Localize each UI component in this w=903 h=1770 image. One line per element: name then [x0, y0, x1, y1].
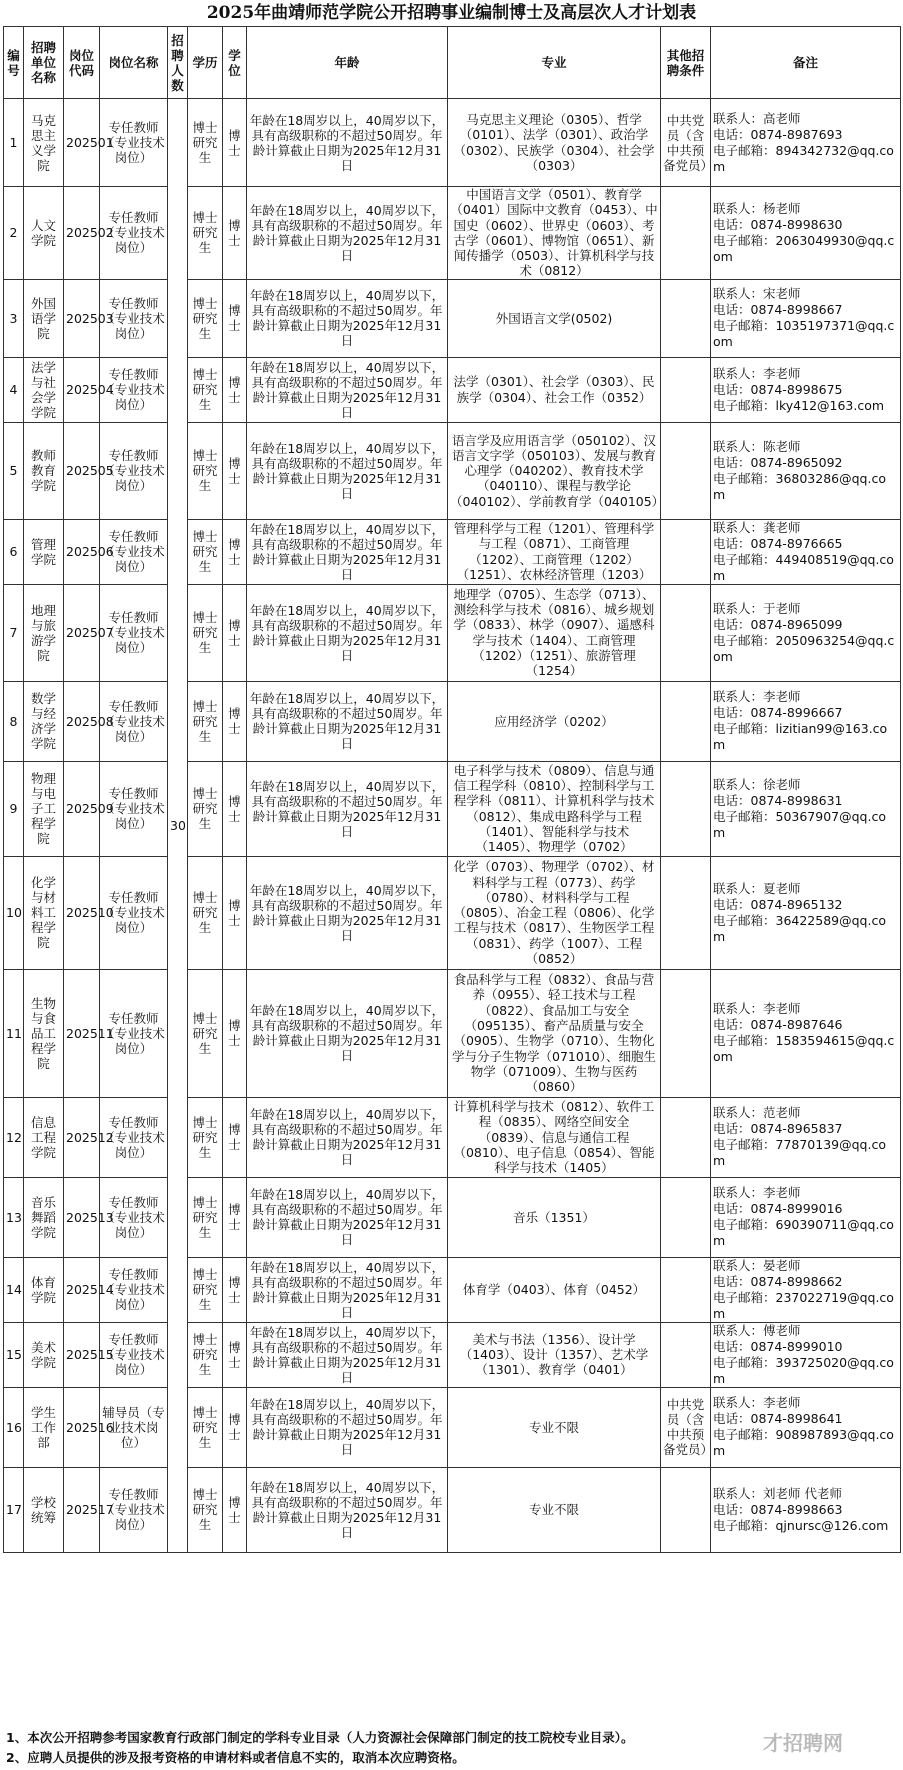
row-age: 年龄在18周岁以上，40周岁以下，具有高级职称的不超过50周岁。年龄计算截止日期为2025年12月31日 [247, 422, 448, 519]
row-code: 202508 [64, 681, 100, 761]
row-major: 地理学（0705）、生态学（0713）、测绘科学与技术（0816）、城乡规划学（0833）、林学（0907）、遥感科学与技术（1404）、工商管理（1202）（1251）、旅游管理（1254） [448, 584, 661, 681]
row-other [661, 279, 711, 357]
row-other [661, 1467, 711, 1552]
row-note: 联系人：晏老师 电话：0874-8998662 电子邮箱：237022719@qq.com [711, 1257, 901, 1322]
row-age: 年龄在18周岁以上，40周岁以下，具有高级职称的不超过50周岁。年龄计算截止日期为2025年12月31日 [247, 279, 448, 357]
row-unit: 地理与旅游学院 [24, 584, 64, 681]
row-other [661, 584, 711, 681]
row-degree: 博士 [223, 1257, 247, 1322]
row-major: 法学（0301）、社会学（0303）、民族学（0304）、社会工作（0352） [448, 357, 661, 422]
table-row [4, 187, 901, 280]
row-degree: 博士 [223, 1322, 247, 1387]
row-note: 联系人：夏老师 电话：0874-8965132 电子邮箱：36422589@qq.com [711, 856, 901, 969]
row-major: 专业不限 [448, 1467, 661, 1552]
table-row [4, 99, 901, 187]
row-other [661, 761, 711, 856]
header-post: 岗位名称 [100, 27, 168, 99]
table-row [4, 761, 901, 856]
row-edu: 博士研究生 [188, 357, 223, 422]
row-no: 3 [4, 279, 24, 357]
row-no: 2 [4, 187, 24, 280]
row-note: 联系人：龚老师 电话：0874-8976665 电子邮箱：449408519@qq.com [711, 519, 901, 584]
row-code: 202510 [64, 856, 100, 969]
table-row [4, 1387, 901, 1467]
row-edu: 博士研究生 [188, 761, 223, 856]
row-edu: 博士研究生 [188, 1097, 223, 1177]
table-header-row [4, 27, 901, 99]
table-body [4, 99, 901, 1553]
table-row [4, 1467, 901, 1552]
row-code: 202509 [64, 761, 100, 856]
row-note: 联系人：李老师 电话：0874-8996667 电子邮箱：lizitian99@163.com [711, 681, 901, 761]
row-no: 12 [4, 1097, 24, 1177]
row-note: 联系人：刘老师 代老师 电话：0874-8998663 电子邮箱：qjnursc@126.com [711, 1467, 901, 1552]
row-other [661, 422, 711, 519]
row-code: 202507 [64, 584, 100, 681]
row-unit: 生物与食品工程学院 [24, 969, 64, 1097]
table-row [4, 1322, 901, 1387]
row-code: 202504 [64, 357, 100, 422]
header-no: 编号 [4, 27, 24, 99]
row-no: 8 [4, 681, 24, 761]
row-code: 202512 [64, 1097, 100, 1177]
row-degree: 博士 [223, 422, 247, 519]
row-no: 13 [4, 1177, 24, 1257]
row-post: 专任教师（专业技术岗位） [100, 422, 168, 519]
header-degree: 学位 [223, 27, 247, 99]
row-post: 专任教师（专业技术岗位） [100, 187, 168, 280]
row-unit: 马克思主义学院 [24, 99, 64, 187]
total-count-cell: 30 [168, 99, 188, 1553]
row-major: 应用经济学（0202） [448, 681, 661, 761]
row-edu: 博士研究生 [188, 187, 223, 280]
header-note: 备注 [711, 27, 901, 99]
row-no: 4 [4, 357, 24, 422]
row-age: 年龄在18周岁以上，40周岁以下，具有高级职称的不超过50周岁。年龄计算截止日期为2025年12月31日 [247, 1387, 448, 1467]
row-unit: 美术学院 [24, 1322, 64, 1387]
row-other [661, 1097, 711, 1177]
row-major: 专业不限 [448, 1387, 661, 1467]
recruitment-table [3, 26, 901, 1553]
row-other [661, 1322, 711, 1387]
row-unit: 物理与电子工程学院 [24, 761, 64, 856]
row-post: 专任教师（专业技术岗位） [100, 584, 168, 681]
row-code: 202517 [64, 1467, 100, 1552]
row-degree: 博士 [223, 1387, 247, 1467]
table-row [4, 1257, 901, 1322]
row-unit: 数学与经济学学院 [24, 681, 64, 761]
row-age: 年龄在18周岁以上，40周岁以下，具有高级职称的不超过50周岁。年龄计算截止日期为2025年12月31日 [247, 187, 448, 280]
row-no: 9 [4, 761, 24, 856]
row-other [661, 187, 711, 280]
row-note: 联系人：徐老师 电话：0874-8998631 电子邮箱：50367907@qq.com [711, 761, 901, 856]
row-major: 食品科学与工程（0832）、食品与营养（0955）、轻工技术与工程（0822）、食品加工与安全（095135）、畜产品质量与安全（0905）、生物学（0710）、生物化学与分子生物学（071010）、细胞生物学（071009）、生物与医药（0860） [448, 969, 661, 1097]
row-post: 专任教师（专业技术岗位） [100, 1177, 168, 1257]
table-row [4, 1097, 901, 1177]
table-row [4, 584, 901, 681]
row-post: 专任教师（专业技术岗位） [100, 969, 168, 1097]
row-code: 202514 [64, 1257, 100, 1322]
row-post: 专任教师（专业技术岗位） [100, 1322, 168, 1387]
row-other [661, 969, 711, 1097]
row-code: 202505 [64, 422, 100, 519]
row-no: 16 [4, 1387, 24, 1467]
row-note: 联系人：傅老师 电话：0874-8999010 电子邮箱：393725020@qq.com [711, 1322, 901, 1387]
row-major: 体育学（0403）、体育（0452） [448, 1257, 661, 1322]
header-edu: 学历 [188, 27, 223, 99]
row-major: 中国语言文学（0501）、教育学（0401）国际中文教育（0453）、中国史（0602）、世界史（0603）、考古学（0601）、博物馆（0651）、新闻传播学（0503）、计算机科学与技术（0812） [448, 187, 661, 280]
row-post: 专任教师（专业技术岗位） [100, 519, 168, 584]
row-age: 年龄在18周岁以上，40周岁以下，具有高级职称的不超过50周岁。年龄计算截止日期为2025年12月31日 [247, 761, 448, 856]
row-code: 202511 [64, 969, 100, 1097]
row-edu: 博士研究生 [188, 519, 223, 584]
header-age: 年龄 [247, 27, 448, 99]
row-degree: 博士 [223, 279, 247, 357]
row-post: 专任教师（专业技术岗位） [100, 357, 168, 422]
row-age: 年龄在18周岁以上，40周岁以下，具有高级职称的不超过50周岁。年龄计算截止日期为2025年12月31日 [247, 99, 448, 187]
row-no: 1 [4, 99, 24, 187]
row-post: 专任教师（专业技术岗位） [100, 681, 168, 761]
row-note: 联系人：李老师 电话：0874-8987646 电子邮箱：1583594615@qq.com [711, 969, 901, 1097]
row-age: 年龄在18周岁以上，40周岁以下，具有高级职称的不超过50周岁。年龄计算截止日期为2025年12月31日 [247, 584, 448, 681]
row-major: 化学（0703）、物理学（0702）、材料科学与工程（0773）、药学（0780）、材料科学与工程（0805）、冶金工程（0806）、化学工程与技术（0817）、生物医学工程（0831）、药学（1007）、工程（0852） [448, 856, 661, 969]
header-other: 其他招聘条件 [661, 27, 711, 99]
row-note: 联系人：于老师 电话：0874-8965099 电子邮箱：2050963254@qq.com [711, 584, 901, 681]
row-other [661, 1177, 711, 1257]
row-code: 202501 [64, 99, 100, 187]
row-edu: 博士研究生 [188, 1322, 223, 1387]
row-note: 联系人：范老师 电话：0874-8965837 电子邮箱：77870139@qq.com [711, 1097, 901, 1177]
row-edu: 博士研究生 [188, 1257, 223, 1322]
row-age: 年龄在18周岁以上，40周岁以下，具有高级职称的不超过50周岁。年龄计算截止日期为2025年12月31日 [247, 357, 448, 422]
row-major: 计算机科学与技术（0812）、软件工程（0835）、网络空间安全（0839）、信息与通信工程（0810）、电子信息（0854）、智能科学与技术（1405） [448, 1097, 661, 1177]
row-degree: 博士 [223, 761, 247, 856]
row-other [661, 856, 711, 969]
row-unit: 学校统筹 [24, 1467, 64, 1552]
row-degree: 博士 [223, 187, 247, 280]
row-code: 202503 [64, 279, 100, 357]
header-major: 专业 [448, 27, 661, 99]
header-count: 招聘人数 [168, 27, 188, 99]
row-post: 专任教师（专业技术岗位） [100, 279, 168, 357]
table-row [4, 422, 901, 519]
row-major: 语言学及应用语言学（050102）、汉语言文字学（050103）、发展与教育心理学（040202）、教育技术学（040110）、课程与教学论（040102）、学前教育学（040105） [448, 422, 661, 519]
row-degree: 博士 [223, 584, 247, 681]
row-other: 中共党员（含中共预备党员） [661, 99, 711, 187]
row-other [661, 1257, 711, 1322]
row-edu: 博士研究生 [188, 279, 223, 357]
row-note: 联系人：李老师 电话：0874-8999016 电子邮箱：690390711@qq.com [711, 1177, 901, 1257]
row-no: 6 [4, 519, 24, 584]
row-unit: 音乐舞蹈学院 [24, 1177, 64, 1257]
row-unit: 外国语学院 [24, 279, 64, 357]
row-note: 联系人：杨老师 电话：0874-8998630 电子邮箱：2063049930@qq.com [711, 187, 901, 280]
table-row [4, 969, 901, 1097]
row-unit: 人文学院 [24, 187, 64, 280]
row-unit: 教师教育学院 [24, 422, 64, 519]
table-row [4, 519, 901, 584]
table-row [4, 279, 901, 357]
row-major: 马克思主义理论（0305）、哲学（0101）、法学（0301）、政治学（0302）、民族学（0304）、社会学（0303） [448, 99, 661, 187]
row-no: 10 [4, 856, 24, 969]
row-major: 管理科学与工程（1201）、管理科学与工程（0871）、工商管理（1202）、工商管理（1202）（1251）、农林经济管理（1203） [448, 519, 661, 584]
row-age: 年龄在18周岁以上，40周岁以下，具有高级职称的不超过50周岁。年龄计算截止日期为2025年12月31日 [247, 1097, 448, 1177]
row-major: 音乐（1351） [448, 1177, 661, 1257]
row-degree: 博士 [223, 1467, 247, 1552]
row-age: 年龄在18周岁以上，40周岁以下，具有高级职称的不超过50周岁。年龄计算截止日期为2025年12月31日 [247, 1322, 448, 1387]
row-edu: 博士研究生 [188, 856, 223, 969]
row-edu: 博士研究生 [188, 422, 223, 519]
table-row [4, 681, 901, 761]
row-post: 专任教师（专业技术岗位） [100, 1467, 168, 1552]
footer-note-1: 1、本次公开招聘参考国家教育行政部门制定的学科专业目录（人力资源社会保障部门制定的技工院校专业目录）。 [6, 1730, 634, 1745]
row-edu: 博士研究生 [188, 584, 223, 681]
row-post: 专任教师（专业技术岗位） [100, 1257, 168, 1322]
row-post: 辅导员（专业技术岗位） [100, 1387, 168, 1467]
row-age: 年龄在18周岁以上，40周岁以下，具有高级职称的不超过50周岁。年龄计算截止日期为2025年12月31日 [247, 1257, 448, 1322]
row-edu: 博士研究生 [188, 1467, 223, 1552]
row-code: 202516 [64, 1387, 100, 1467]
row-note: 联系人：陈老师 电话：0874-8965092 电子邮箱：36803286@qq.com [711, 422, 901, 519]
header-unit: 招聘单位名称 [24, 27, 64, 99]
row-code: 202515 [64, 1322, 100, 1387]
row-code: 202506 [64, 519, 100, 584]
row-major: 美术与书法（1356）、设计学（1403）、设计（1357）、艺术学（1301）、教育学（0401） [448, 1322, 661, 1387]
header-code: 岗位代码 [64, 27, 100, 99]
row-age: 年龄在18周岁以上，40周岁以下，具有高级职称的不超过50周岁。年龄计算截止日期为2025年12月31日 [247, 856, 448, 969]
row-no: 11 [4, 969, 24, 1097]
row-no: 7 [4, 584, 24, 681]
row-post: 专任教师（专业技术岗位） [100, 761, 168, 856]
row-age: 年龄在18周岁以上，40周岁以下，具有高级职称的不超过50周岁。年龄计算截止日期为2025年12月31日 [247, 681, 448, 761]
watermark: 才招聘网 [763, 1731, 843, 1755]
row-degree: 博士 [223, 1097, 247, 1177]
page-title: 2025年曲靖师范学院公开招聘事业编制博士及高层次人才计划表 [206, 3, 697, 23]
row-note: 联系人：高老师 电话：0874-8987693 电子邮箱：894342732@qq.com [711, 99, 901, 187]
row-degree: 博士 [223, 681, 247, 761]
table-row [4, 1177, 901, 1257]
row-note: 联系人：李老师 电话：0874-8998641 电子邮箱：908987893@qq.com [711, 1387, 901, 1467]
row-edu: 博士研究生 [188, 681, 223, 761]
row-no: 5 [4, 422, 24, 519]
row-note: 联系人：李老师 电话：0874-8998675 电子邮箱：lky412@163.com [711, 357, 901, 422]
row-no: 15 [4, 1322, 24, 1387]
row-degree: 博士 [223, 519, 247, 584]
row-no: 17 [4, 1467, 24, 1552]
row-age: 年龄在18周岁以上，40周岁以下，具有高级职称的不超过50周岁。年龄计算截止日期为2025年12月31日 [247, 969, 448, 1097]
row-degree: 博士 [223, 1177, 247, 1257]
row-other [661, 357, 711, 422]
row-code: 202502 [64, 187, 100, 280]
row-other: 中共党员（含中共预备党员） [661, 1387, 711, 1467]
row-major: 外国语言文学(0502) [448, 279, 661, 357]
row-post: 专任教师（专业技术岗位） [100, 1097, 168, 1177]
row-unit: 学生工作部 [24, 1387, 64, 1467]
row-unit: 管理学院 [24, 519, 64, 584]
footer-note-2: 2、应聘人员提供的涉及报考资格的申请材料或者信息不实的，取消本次应聘资格。 [6, 1750, 465, 1765]
row-degree: 博士 [223, 856, 247, 969]
row-edu: 博士研究生 [188, 1177, 223, 1257]
row-other [661, 519, 711, 584]
row-degree: 博士 [223, 99, 247, 187]
row-other [661, 681, 711, 761]
row-edu: 博士研究生 [188, 969, 223, 1097]
row-post: 专任教师（专业技术岗位） [100, 856, 168, 969]
table-row [4, 357, 901, 422]
row-major: 电子科学与技术（0809）、信息与通信工程学科（0810）、控制科学与工程学科（0811）、计算机科学与技术（0812）、集成电路科学与工程（1401）、智能科学与技术（1405）、物理学（0702） [448, 761, 661, 856]
row-age: 年龄在18周岁以上，40周岁以下，具有高级职称的不超过50周岁。年龄计算截止日期为2025年12月31日 [247, 1177, 448, 1257]
row-degree: 博士 [223, 357, 247, 422]
row-post: 专任教师（专业技术岗位） [100, 99, 168, 187]
row-unit: 信息工程学院 [24, 1097, 64, 1177]
row-degree: 博士 [223, 969, 247, 1097]
row-unit: 体育学院 [24, 1257, 64, 1322]
table-row [4, 856, 901, 969]
row-age: 年龄在18周岁以上，40周岁以下，具有高级职称的不超过50周岁。年龄计算截止日期为2025年12月31日 [247, 519, 448, 584]
row-unit: 化学与材料工程学院 [24, 856, 64, 969]
row-unit: 法学与社会学学院 [24, 357, 64, 422]
row-edu: 博士研究生 [188, 1387, 223, 1467]
row-note: 联系人：宋老师 电话：0874-8998667 电子邮箱：1035197371@qq.com [711, 279, 901, 357]
row-edu: 博士研究生 [188, 99, 223, 187]
row-no: 14 [4, 1257, 24, 1322]
row-age: 年龄在18周岁以上，40周岁以下，具有高级职称的不超过50周岁。年龄计算截止日期为2025年12月31日 [247, 1467, 448, 1552]
row-code: 202513 [64, 1177, 100, 1257]
